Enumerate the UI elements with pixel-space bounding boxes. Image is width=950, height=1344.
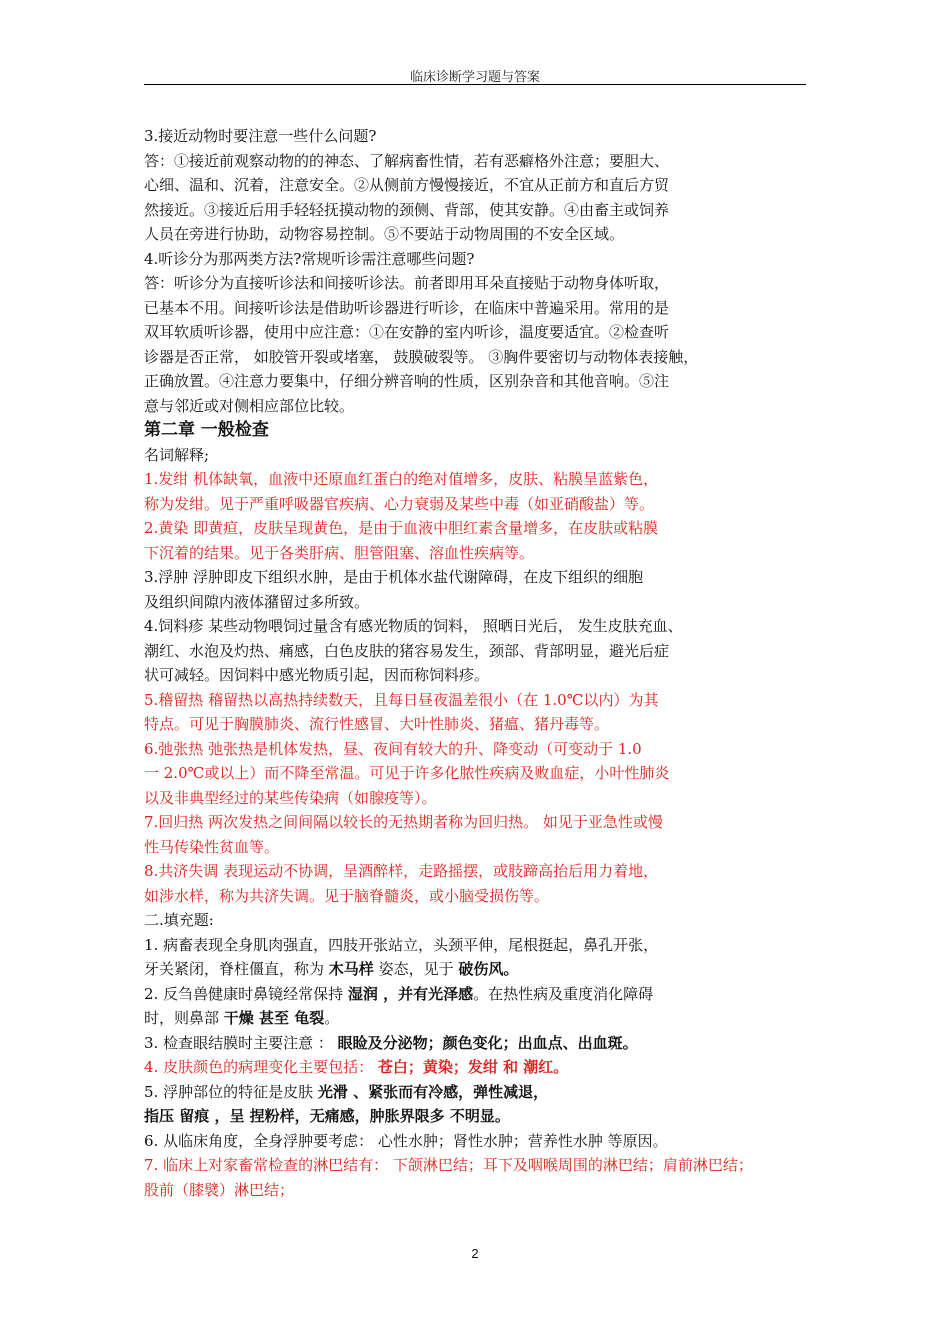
term-line: 5.稽留热 稽留热以高热持续数天，且每日昼夜温差很小（在 1.0℃以内）为其 xyxy=(144,690,659,709)
term-line: 下沉着的结果。见于各类肝病、胆管阻塞、溶血性疾病等。 xyxy=(144,543,535,562)
term-line: 8.共济失调 表现运动不协调，呈酒醉样，走路摇摆，或肢蹄高抬后用力着地， xyxy=(144,862,659,880)
question-4-answer-line: 意与邻近或对侧相应部位比较。 xyxy=(144,396,355,415)
fill-answer: 眼睑及分泌物；颜色变化；出血点、出血斑。 xyxy=(337,1033,638,1052)
question-4-answer-line: 诊器是否正常， 如胶管开裂或堵塞， 鼓膜破裂等。 ③胸件要密切与动物体表接触， xyxy=(144,347,699,366)
fill-answer: 光滑 、紧张而有冷感，弹性减退， xyxy=(317,1082,549,1101)
term-line: 6.弛张热 弛张热是机体发热，昼、夜间有较大的升、降变动（可变动于 1.0 xyxy=(144,739,642,758)
fill-answer: 干燥 甚至 龟裂 xyxy=(223,1009,325,1027)
fill-line: 股前（膝襞）淋巴结； xyxy=(144,1180,295,1199)
term-line: 2.黄染 即黄疸，皮肤呈现黄色，是由于血液中胆红素含量增多，在皮肤或粘膜 xyxy=(144,519,659,537)
fill-line: 7. 临床上对家畜常检查的淋巴结有： 下颌淋巴结；耳下及咽喉周围的淋巴结；肩前淋巴结； xyxy=(144,1156,753,1174)
term-line: 4.饲料疹 某些动物喂饲过量含有感光物质的饲料， 照晒日光后， 发生皮肤充血、 xyxy=(144,617,683,635)
question-4-answer-line: 答：听诊分为直接听诊法和间接听诊法。前者即用耳朵直接贴于动物身体听取， xyxy=(144,274,670,292)
fill-line: 6. 从临床角度，全身浮肿要考虑： 心性水肿；肾性水肿；营养性水肿 等原因。 xyxy=(144,1131,668,1150)
fill-text: 2. 反刍兽健康时鼻镜经常保持 xyxy=(144,984,348,1003)
section-heading-terms: 名词解释; xyxy=(144,445,210,464)
term-line: 及组织间隙内液体潴留过多所致。 xyxy=(144,592,370,611)
term-line: 7.回归热 两次发热之间间隔以较长的无热期者称为回归热。 如见于亚急性或慢 xyxy=(144,813,663,831)
fill-answer: 湿润 ，并有光泽感 xyxy=(347,984,474,1003)
term-line: 称为发绀。见于严重呼吸器官疾病、心力衰弱及某些中毒（如亚硝酸盐）等。 xyxy=(144,494,655,513)
fill-line: 1. 病畜表现全身肌肉强直，四肢开张站立，头颈平伸，尾根挺起，鼻孔开张， xyxy=(144,935,659,954)
question-3-answer-line: 答：①接近前观察动物的的神态、了解病畜性情，若有恶癖格外注意；要胆大、 xyxy=(144,151,670,170)
fill-line xyxy=(144,1080,812,1105)
fill-text: 。在热性病及重度消化障碍 xyxy=(473,984,654,1003)
question-3-answer-line: 然接近。③接近后用手轻轻抚摸动物的颈侧、背部，使其安静。④由畜主或饲养 xyxy=(144,200,670,219)
term-line: 潮红、水泡及灼热、痛感，白色皮肤的猪容易发生，颈部、背部明显，避光后症 xyxy=(144,641,670,660)
question-4-title: 4.听诊分为那两类方法?常规听诊需注意哪些问题? xyxy=(144,249,475,268)
question-3-answer-line: 人员在旁进行协助，动物容易控制。⑤不要站于动物周围的不安全区域。 xyxy=(144,225,625,243)
fill-line: 指压 留痕 ，呈 捏粉样，无痛感，肿胀界限多 不明显。 xyxy=(144,1107,510,1125)
fill-text: 3. 检查眼结膜时主要注意 ： xyxy=(144,1033,338,1052)
fill-line xyxy=(144,982,812,1007)
fill-line xyxy=(144,1055,812,1080)
running-header: 临床诊断学习题与答案 xyxy=(409,70,540,85)
term-line: 状可减轻。因饲料中感光物质引起，因而称饲料疹。 xyxy=(144,666,490,684)
page-content xyxy=(144,124,812,1202)
question-4-answer-line: 已基本不用。间接听诊法是借助听诊器进行听诊，在临床中普遍采用。常用的是 xyxy=(144,298,670,317)
fill-text: 。 xyxy=(324,1009,340,1027)
chapter-heading: 第二章 一般检查 xyxy=(144,420,269,440)
fill-answer: 木马样 xyxy=(328,960,374,978)
fill-line xyxy=(144,957,812,982)
term-line: 性马传染性贫血等。 xyxy=(144,837,280,856)
section-heading-fill: 二.填充题: xyxy=(144,911,214,929)
fill-line xyxy=(144,1031,812,1056)
term-line: 1.发绀 机体缺氧，血液中还原血红蛋白的绝对值增多，皮肤、粘膜呈蓝紫色， xyxy=(144,470,659,488)
term-line: 以及非典型经过的某些传染病（如腺疫等）。 xyxy=(144,788,437,807)
term-line: 3.浮肿 浮肿即皮下组织水肿，是由于机体水盐代谢障碍，在皮下组织的细胞 xyxy=(144,568,644,586)
fill-answer: 破伤风。 xyxy=(458,960,519,978)
question-3-answer-line: 心细、温和、沉着，注意安全。②从侧前方慢慢接近，不宜从正前方和直后方贸 xyxy=(144,176,670,194)
fill-text: 5. 浮肿部位的特征是皮肤 xyxy=(144,1082,318,1101)
term-line: 如涉水样，称为共济失调。见于脑脊髓炎，或小脑受损伤等。 xyxy=(144,886,550,905)
term-line: 特点。可见于胸膜肺炎、流行性感冒、大叶性肺炎、猪瘟、猪丹毒等。 xyxy=(144,715,610,733)
header-rule xyxy=(144,84,806,85)
question-4-answer-line: 双耳软质听诊器，使用中应注意：①在安静的室内听诊，温度要适宜。②检查听 xyxy=(144,323,670,341)
term-line: 一 2.0℃或以上）而不降至常温。可见于许多化脓性疾病及败血症，小叶性肺炎 xyxy=(144,764,670,782)
question-4-answer-line: 正确放置。④注意力要集中，仔细分辨音响的性质，区别杂音和其他音响。⑤注 xyxy=(144,372,670,390)
fill-text: 时，则鼻部 xyxy=(144,1009,224,1027)
page-number: 2 xyxy=(471,1246,479,1261)
fill-text: 姿态，见于 xyxy=(373,960,459,978)
fill-answer: 苍白；黄染；发绀 和 潮红。 xyxy=(377,1058,569,1076)
fill-text: 牙关紧闭，脊柱僵直，称为 xyxy=(144,960,329,978)
fill-text: 4. 皮肤颜色的病理变化主要包括： xyxy=(144,1058,378,1076)
question-3-title: 3.接近动物时要注意一些什么问题? xyxy=(144,127,377,145)
fill-line xyxy=(144,1006,812,1031)
